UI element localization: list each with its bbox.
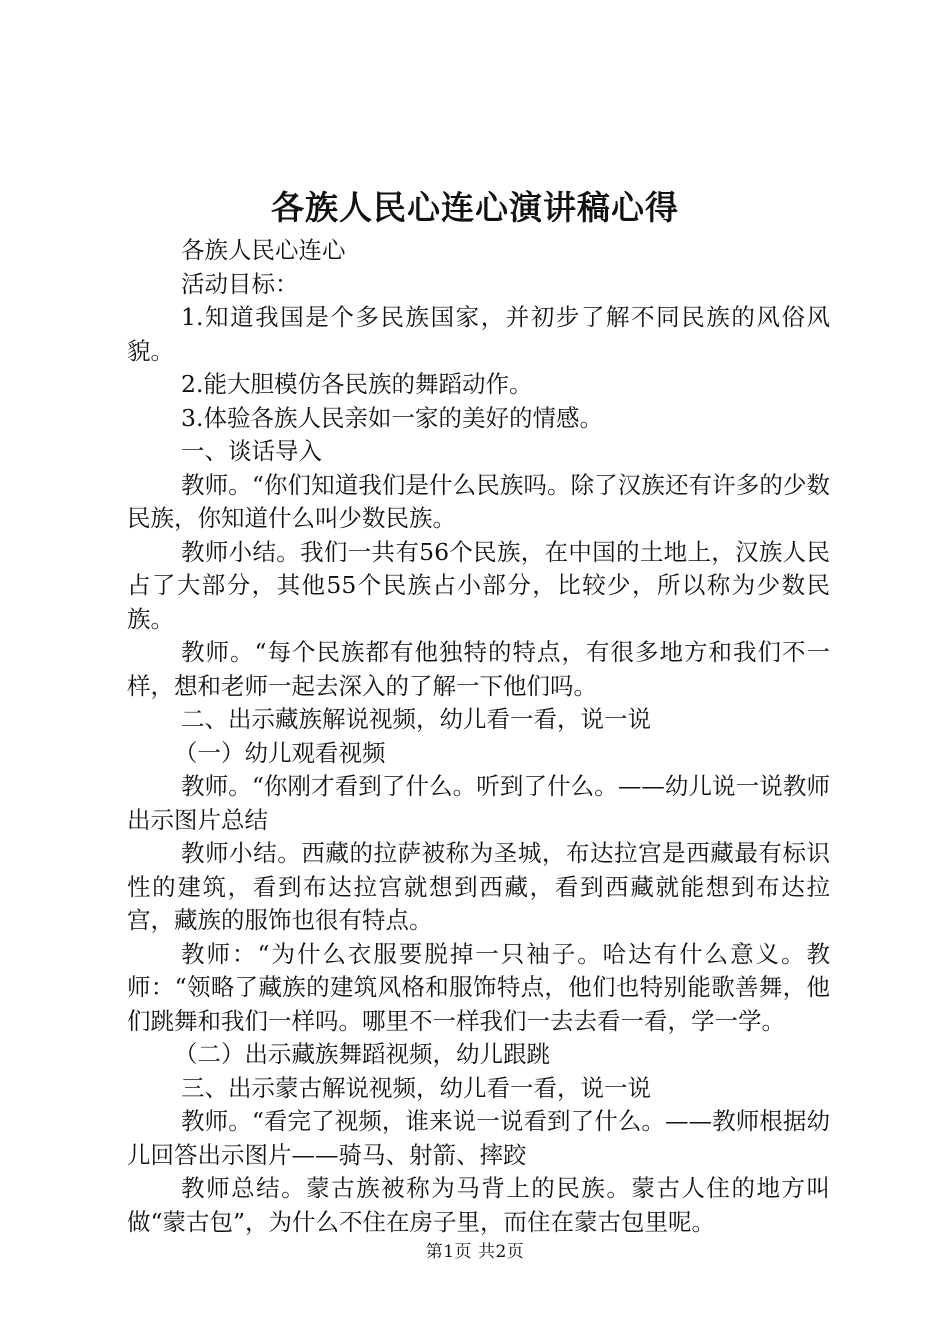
paragraph: 教师：“为什么衣服要脱掉一只袖子。哈达有什么意义。教师：“领略了藏族的建筑风格和服饰特点，他们也特别能歌善舞，他们跳舞和我们一样吗。哪里不一样我们一去去看一看，学一学。 bbox=[127, 939, 830, 1035]
subsection-heading: （一）幼儿观看视频 bbox=[174, 738, 386, 767]
paragraph: 教师总结。蒙古族被称为马背上的民族。蒙古人住的地方叫做“蒙古包”，为什么不住在房子里，而住在蒙古包里呢。 bbox=[127, 1174, 830, 1236]
section-heading: 三、出示蒙古解说视频，幼儿看一看，说一说 bbox=[181, 1073, 652, 1102]
paragraph: 教师。“你们知道我们是什么民族吗。除了汉族还有许多的少数民族，你知道什么叫少数民族。 bbox=[127, 470, 830, 532]
paragraph: 教师。“每个民族都有他独特的特点，有很多地方和我们不一样，想和老师一起去深入的了解一下他们吗。 bbox=[127, 638, 830, 700]
paragraph: 教师。“看完了视频，谁来说一说看到了什么。——教师根据幼儿回答出示图片——骑马、射箭、摔跤 bbox=[127, 1107, 830, 1169]
paragraph: 1.知道我国是个多民族国家，并初步了解不同民族的风俗风貌。 bbox=[127, 303, 830, 365]
section-heading: 一、谈话导入 bbox=[181, 437, 323, 465]
document-body bbox=[127, 234, 830, 1239]
paragraph: 教师小结。我们一共有56个民族，在中国的土地上，汉族人民占了大部分，其他55个民族占小部分，比较少，所以称为少数民族。 bbox=[127, 537, 830, 633]
section-heading: 二、出示藏族解说视频，幼儿看一看，说一说 bbox=[181, 705, 652, 733]
page-footer: 第1页 共2页 bbox=[425, 1242, 525, 1262]
paragraph: 3.体验各族人民亲如一家的美好的情感。 bbox=[181, 403, 603, 432]
document-title: 各族人民心连心演讲稿心得 bbox=[271, 188, 679, 227]
paragraph: 教师小结。西藏的拉萨被称为圣城，布达拉宫是西藏最有标识性的建筑，看到布达拉宫就想到西藏，看到西藏就能想到布达拉宫，藏族的服饰也很有特点。 bbox=[127, 839, 830, 934]
paragraph: 教师。“你刚才看到了什么。听到了什么。——幼儿说一说教师出示图片总结 bbox=[127, 772, 830, 834]
subsection-heading: （二）出示藏族舞蹈视频，幼儿跟跳 bbox=[174, 1040, 550, 1068]
paragraph: 各族人民心连心 bbox=[181, 236, 346, 264]
paragraph: 2.能大胆模仿各民族的舞蹈动作。 bbox=[181, 370, 533, 398]
paragraph: 活动目标： bbox=[181, 269, 299, 298]
